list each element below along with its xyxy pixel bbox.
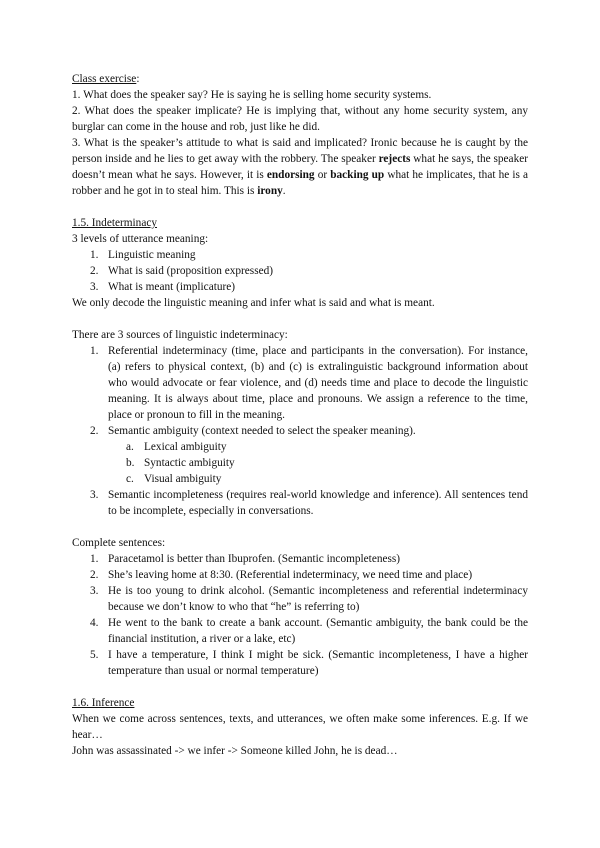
- list-item-text: Referential indeterminacy (time, place and participants in the conversation). For instance, (a) refers to physical context, (b) and (c) is extralinguistic background information about who would advocate or fear violence, and (d) needs time and place to decode the linguistic meaning. It is always about time, place and pronouns. We assign a reference to the time, place or pronoun to fill in the meaning.: [108, 345, 528, 421]
- spacer: [72, 519, 528, 535]
- list-item-text: Semantic ambiguity (context needed to select the speaker meaning).: [108, 425, 416, 437]
- list-letter: c.: [126, 473, 134, 485]
- indeterminacy-heading: 1.5. Indeterminacy: [72, 217, 158, 229]
- list-item: [72, 583, 528, 615]
- levels-intro: 3 levels of utterance meaning:: [72, 233, 209, 245]
- list-number: 3.: [90, 489, 99, 501]
- class-exercise-heading: [72, 71, 528, 87]
- exercise-question-3: [72, 135, 528, 199]
- list-item: [72, 487, 528, 519]
- list-number: 4.: [90, 617, 99, 629]
- list-item-text: What is said (proposition expressed): [108, 265, 274, 277]
- list-item-text: Visual ambiguity: [144, 473, 222, 485]
- decode-summary: We only decode the linguistic meaning and infer what is said and what is meant.: [72, 297, 435, 309]
- list-item: [72, 455, 528, 471]
- sources-intro: There are 3 sources of linguistic indeterminacy:: [72, 329, 288, 341]
- q3-text-part-5: .: [282, 185, 286, 197]
- list-item-text: Paracetamol is better than Ibuprofen. (Semantic incompleteness): [108, 553, 401, 565]
- class-exercise-heading-colon: :: [136, 73, 140, 85]
- list-item-text: He is too young to drink alcohol. (Semantic incompleteness and referential indeterminacy because we don’t know to who that “he” is referring to): [108, 585, 528, 613]
- list-item: [72, 263, 528, 279]
- document-body: [72, 71, 528, 759]
- complete-sentences-intro: Complete sentences:: [72, 537, 166, 549]
- list-number: 5.: [90, 649, 99, 661]
- list-item-text: I have a temperature, I think I might be sick. (Semantic incompleteness, I have a higher temperature than usual or normal temperature): [108, 649, 528, 677]
- spacer: [72, 199, 528, 215]
- list-item: [72, 471, 528, 487]
- list-item: [72, 343, 528, 423]
- list-item: [72, 647, 528, 679]
- list-item-text: She’s leaving home at 8:30. (Referential indeterminacy, we need time and place): [108, 569, 473, 581]
- inference-example: John was assassinated -> we infer -> Someone killed John, he is dead…: [72, 745, 398, 757]
- inference-paragraph: When we come across sentences, texts, and utterances, we often make some inferences. E.g. If we hear…: [72, 713, 528, 741]
- list-item-text: Syntactic ambiguity: [144, 457, 235, 469]
- exercise-question-1: 1. What does the speaker say? He is saying he is selling home security systems.: [72, 89, 432, 101]
- list-item: [72, 567, 528, 583]
- q3-text-part-2: what he says, the speaker doesn’t mean what he says. However, it is: [72, 153, 528, 181]
- q3-text-part-3: or: [314, 169, 331, 181]
- q3-bold-irony: irony: [257, 185, 283, 197]
- list-number: 1.: [90, 553, 99, 565]
- q3-bold-rejects: rejects: [378, 153, 411, 165]
- inference-heading: 1.6. Inference: [72, 697, 135, 709]
- list-item-text: Lexical ambiguity: [144, 441, 227, 453]
- spacer: [72, 311, 528, 327]
- list-item: [72, 615, 528, 647]
- list-number: 2.: [90, 425, 99, 437]
- list-item: [72, 279, 528, 295]
- spacer: [72, 679, 528, 695]
- list-item-text: Linguistic meaning: [108, 249, 196, 261]
- list-letter: b.: [126, 457, 135, 469]
- list-item: [72, 423, 528, 439]
- class-exercise-heading-text: Class exercise: [72, 73, 137, 85]
- list-item: [72, 439, 528, 455]
- q3-text-part-4: what he implicates, that he is a robber and he got in to steal him. This is: [72, 169, 529, 197]
- list-letter: a.: [126, 441, 134, 453]
- q3-bold-backing-up: backing up: [330, 169, 385, 181]
- list-number: 1.: [90, 345, 99, 357]
- exercise-question-2: 2. What does the speaker implicate? He is implying that, without any home security system, any burglar can come in the house and rob, just like he did.: [72, 105, 528, 133]
- q3-bold-endorsing: endorsing: [266, 169, 315, 181]
- list-item: [72, 247, 528, 263]
- list-item-text: He went to the bank to create a bank account. (Semantic ambiguity, the bank could be the financial institution, a river or a lake, etc): [108, 617, 528, 645]
- list-number: 3.: [90, 281, 99, 293]
- list-number: 1.: [90, 249, 99, 261]
- list-item-text: Semantic incompleteness (requires real-world knowledge and inference). All sentences tend to be incomplete, especially in conversations.: [108, 489, 528, 517]
- list-item: [72, 551, 528, 567]
- list-number: 3.: [90, 585, 99, 597]
- list-number: 2.: [90, 569, 99, 581]
- list-number: 2.: [90, 265, 99, 277]
- list-item-text: What is meant (implicature): [108, 281, 236, 293]
- q3-text-part-1: 3. What is the speaker’s attitude to what is said and implicated? Ironic because he is caught by the person inside and he lies to get away with the robbery. The speaker: [72, 137, 528, 165]
